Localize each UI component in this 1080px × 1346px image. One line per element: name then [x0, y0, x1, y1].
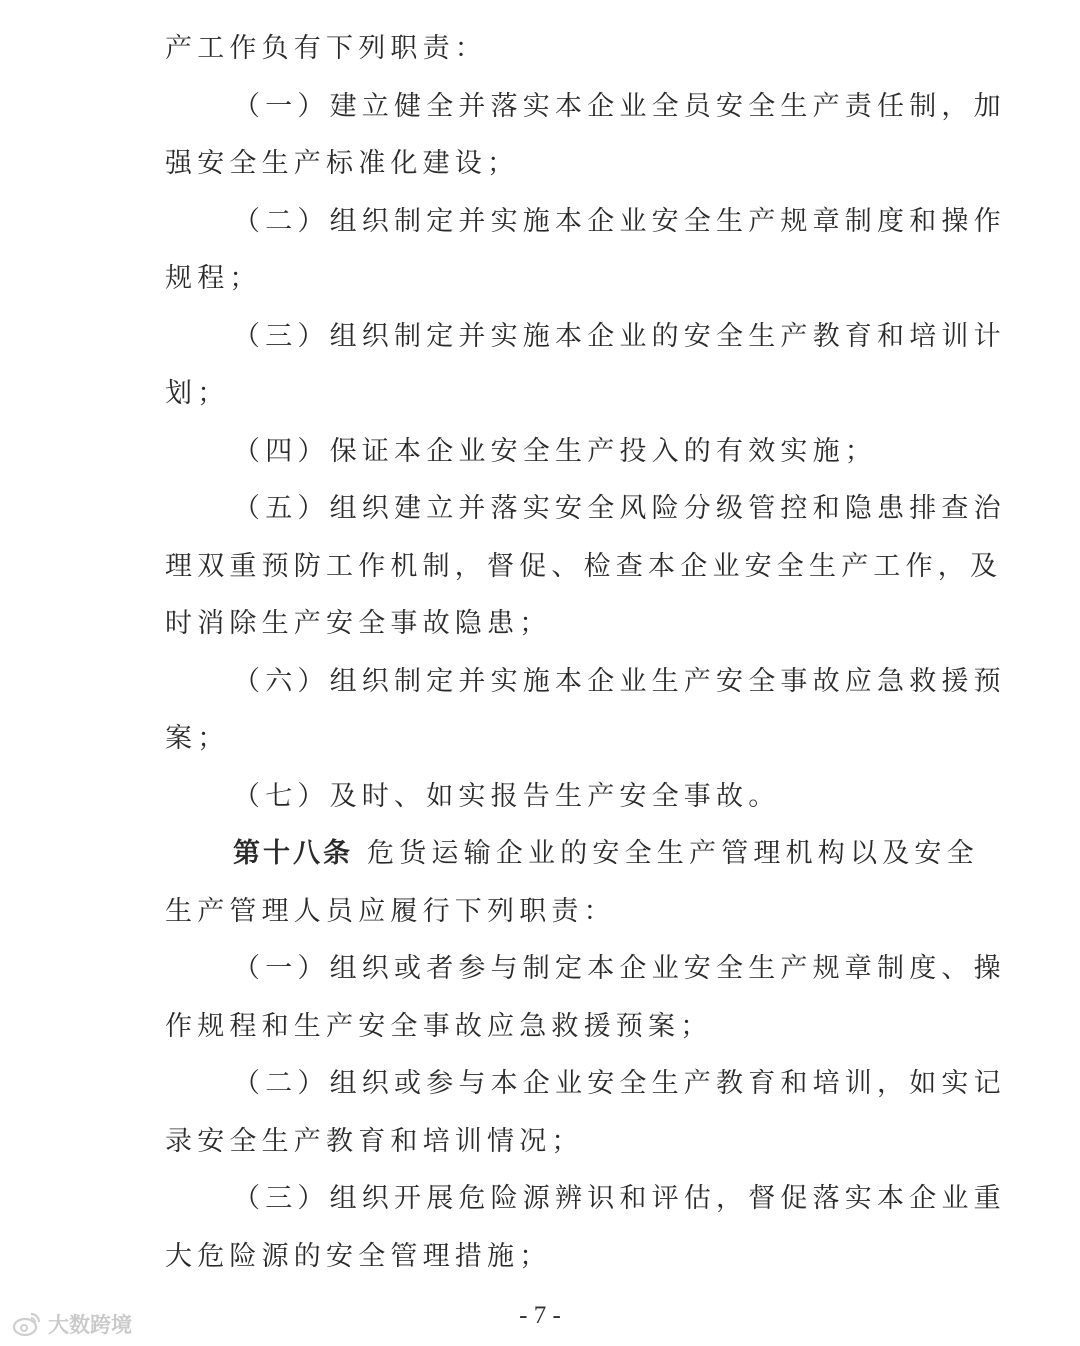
watermark [12, 1307, 132, 1341]
text-line [165, 883, 917, 941]
line-text: （三）组织开展危险源辨识和评估，督促落实本企业重 [233, 1183, 1006, 1214]
line-text: 规程； [165, 263, 262, 294]
line-text: 强安全生产标准化建设； [165, 148, 520, 179]
text-line [165, 653, 1006, 711]
line-text: 理双重预防工作机制，督促、检查本企业安全生产工作，及 [165, 550, 1003, 582]
text-line [165, 940, 1006, 998]
article-line [165, 825, 979, 883]
text-line [165, 423, 917, 481]
line-text: （六）组织制定并实施本企业生产安全事故应急救援预 [233, 665, 1006, 697]
line-text: 时消除生产安全事故隐患； [165, 608, 552, 639]
text-line [165, 998, 917, 1056]
watermark-text: 大数跨境 [48, 1313, 132, 1337]
line-text: 划； [165, 378, 230, 409]
line-text: 危货运输企业的安全生产管理机构以及安全 [367, 838, 979, 869]
line-text: （一）组织或者参与制定本企业安全生产规章制度、操 [233, 953, 1006, 984]
text-line [165, 135, 917, 193]
text-line [165, 1170, 1006, 1228]
line-text: 作规程和生产安全事故应急救援预案； [165, 1010, 713, 1042]
line-text: （三）组织制定并实施本企业的安全生产教育和培训计 [233, 320, 1006, 352]
article-title: 第十八条 [233, 838, 353, 869]
text-line [165, 78, 1006, 136]
text-line [165, 1055, 1006, 1113]
line-text: 生产管理人员应履行下列职责： [165, 895, 616, 927]
line-text: （五）组织建立并落实安全风险分级管控和隐患排查治 [233, 493, 1006, 524]
line-text: （四）保证本企业安全生产投入的有效实施； [233, 435, 877, 467]
text-line [165, 595, 917, 653]
line-text: 产工作负有下列职责： [165, 33, 487, 64]
weibo-logo-icon [12, 1311, 42, 1337]
text-line [165, 308, 1006, 366]
line-text: 录安全生产教育和培训情况； [165, 1125, 584, 1157]
text-line [165, 480, 1006, 538]
page-number: - 7 - [519, 1302, 561, 1329]
text-line [165, 1228, 917, 1286]
document-body [165, 20, 1006, 1285]
line-text: （一）建立健全并落实本企业全员安全生产责任制，加 [233, 90, 1006, 122]
text-line [165, 250, 917, 308]
text-line [165, 365, 917, 423]
text-line [165, 20, 917, 78]
text-line [165, 768, 917, 826]
line-text: （二）组织或参与本企业安全生产教育和培训，如实记 [233, 1068, 1006, 1099]
line-text: 大危险源的安全管理措施； [165, 1240, 552, 1272]
line-text: 案； [165, 723, 230, 754]
text-line [165, 538, 1003, 596]
line-text: （七）及时、如实报告生产安全事故。 [233, 780, 781, 812]
text-line [165, 193, 1006, 251]
text-line [165, 1113, 917, 1171]
line-text: （二）组织制定并实施本企业安全生产规章制度和操作 [233, 205, 1006, 237]
text-line [165, 710, 917, 768]
